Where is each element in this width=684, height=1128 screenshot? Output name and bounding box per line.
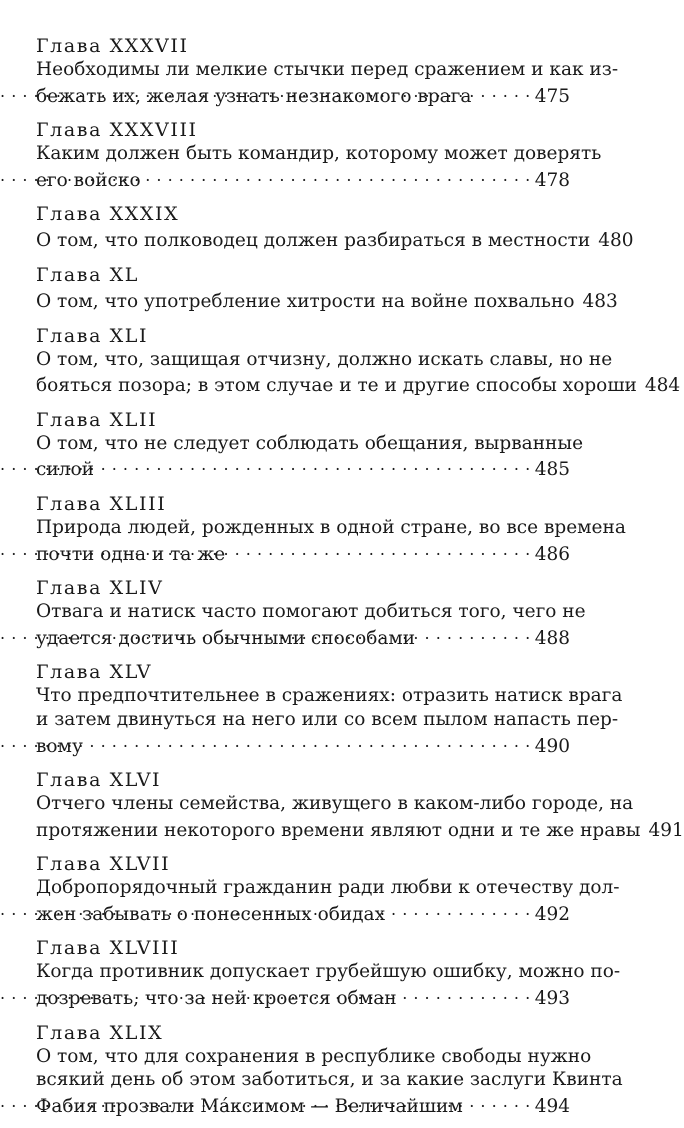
toc-entry — [36, 768, 684, 842]
toc-entry — [36, 936, 621, 1010]
leader-dots — [389, 900, 531, 920]
chapter-title — [36, 142, 602, 192]
toc-entry — [36, 202, 634, 253]
chapter-title-text: бежать их, желая узнать незнакомого врага — [36, 85, 472, 107]
leader-dots — [467, 1092, 531, 1112]
toc-entry — [36, 852, 620, 926]
chapter-title — [36, 792, 684, 842]
chapter-title-last-line — [36, 371, 681, 398]
chapter-title — [36, 600, 586, 650]
chapter-heading: Глава XLVIII — [36, 937, 180, 960]
toc-entry — [36, 118, 602, 192]
chapter-title-line: О том, что, защищая отчизну, должно искать славы, но не — [36, 348, 613, 370]
page-number: 475 — [534, 85, 570, 107]
leader-dots — [475, 82, 530, 102]
chapter-title-last-line — [36, 816, 684, 843]
chapter-title-text: Фабия прозвали Мáксимом — Величайшим — [36, 1095, 463, 1117]
chapter-heading: Глава XXXVII — [36, 35, 189, 57]
chapter-title-line: Отчего члены семейства, живущего в каком-либо городе, на — [36, 793, 634, 815]
chapter-title-last-line — [36, 540, 570, 567]
leader-dots — [229, 540, 530, 560]
page-number: 483 — [582, 290, 618, 312]
page-number: 492 — [534, 903, 570, 925]
page-number: 491 — [648, 819, 684, 841]
toc-entry — [36, 660, 623, 758]
page-number: 485 — [534, 459, 570, 481]
toc-entry — [36, 576, 586, 650]
chapter-title-line: О том, что не следует соблюдать обещания, вырванные — [36, 432, 584, 454]
chapter-title-last-line — [36, 1092, 570, 1119]
leader-dots — [87, 732, 531, 752]
toc-entry — [36, 324, 681, 398]
leader-dots — [145, 166, 531, 186]
page-number: 484 — [644, 375, 681, 397]
chapter-title — [36, 516, 626, 566]
chapter-title — [36, 876, 620, 926]
chapter-heading: Глава XLI — [36, 324, 149, 347]
chapter-heading: Глава XXXVIII — [36, 119, 198, 142]
chapter-title-line: Природа людей, рожденных в одной стране, во все времена — [36, 516, 626, 538]
chapter-title-last-line — [36, 287, 618, 314]
chapter-title-line: Необходимы ли мелкие стычки перед сражением и как из- — [36, 59, 619, 80]
chapter-title-last-line — [36, 166, 570, 193]
chapter-title — [36, 684, 623, 758]
chapter-title — [36, 226, 634, 253]
page-number: 486 — [534, 543, 570, 565]
chapter-title-line: Каким должен быть командир, которому может доверять — [36, 143, 602, 165]
chapter-title — [36, 960, 621, 1010]
chapter-title — [36, 287, 618, 314]
chapter-title-last-line — [36, 984, 570, 1011]
chapter-heading: Глава XLV — [36, 661, 153, 684]
chapter-heading: Глава XLIX — [36, 1021, 164, 1044]
chapter-heading: Глава XXXIX — [36, 203, 180, 226]
chapter-title-last-line — [36, 455, 570, 482]
leader-dots — [419, 624, 531, 644]
chapter-title-text: его войско — [36, 169, 141, 191]
leader-dots — [98, 455, 531, 475]
chapter-title-last-line — [36, 732, 570, 759]
chapter-title-text: почти одна и та же — [36, 543, 226, 565]
chapter-title-text: О том, что полководец должен разбираться в местности — [36, 230, 591, 252]
page-number: 493 — [534, 988, 570, 1010]
chapter-title-text: бояться позора; в этом случае и те и другие способы хороши — [36, 375, 637, 397]
chapter-title — [36, 348, 681, 398]
chapter-heading: Глава XLII — [36, 408, 158, 431]
chapter-title-last-line — [36, 226, 634, 253]
toc-entry — [36, 408, 584, 482]
chapter-title — [36, 58, 619, 108]
page-number: 488 — [534, 627, 570, 649]
chapter-heading: Глава XLIV — [36, 577, 164, 600]
chapter-title-line: Отвага и натиск часто помогают добиться того, чего не — [36, 601, 586, 623]
chapter-title-text: протяжении некоторого времени являют одни и те же нравы — [36, 819, 641, 841]
table-of-contents — [36, 34, 684, 1128]
leader-dots — [401, 984, 531, 1004]
page-number: 494 — [534, 1095, 570, 1117]
chapter-title-text: жен забывать о понесенных обидах — [36, 903, 386, 925]
toc-entry — [36, 1021, 623, 1119]
chapter-title-line: всякий день об этом заботиться, и за какие заслуги Квинта — [36, 1069, 623, 1091]
toc-entry — [36, 263, 618, 314]
chapter-title-line: О том, что для сохранения в республике свободы нужно — [36, 1045, 592, 1067]
page-number: 480 — [598, 230, 634, 252]
page-number: 478 — [534, 169, 570, 191]
chapter-heading: Глава XLVI — [36, 769, 162, 792]
chapter-heading: Глава XL — [36, 263, 139, 286]
chapter-title — [36, 432, 584, 482]
toc-entry — [36, 492, 626, 566]
chapter-title-text: вому — [36, 735, 83, 757]
chapter-title-text: силой — [36, 459, 94, 481]
chapter-title — [36, 1045, 623, 1119]
chapter-title-line: Когда противник допускает грубейшую ошибку, можно по- — [36, 961, 621, 983]
chapter-title-line: Что предпочтительнее в сражениях: отразить натиск врага — [36, 685, 623, 707]
chapter-title-last-line — [36, 624, 570, 651]
chapter-title-last-line — [36, 82, 570, 109]
chapter-title-text: дозревать, что за ней кроется обман — [36, 988, 397, 1010]
chapter-heading: Глава XLVII — [36, 853, 171, 876]
chapter-heading: Глава XLIII — [36, 492, 167, 515]
toc-entry — [36, 34, 619, 108]
chapter-title-last-line — [36, 900, 570, 927]
page-number: 490 — [534, 735, 570, 757]
chapter-title-line: и затем двинуться на него или со всем пылом напасть пер- — [36, 708, 619, 730]
chapter-title-text: удается достичь обычными способами — [36, 627, 416, 649]
chapter-title-text: О том, что употребление хитрости на войне похвально — [36, 290, 575, 312]
chapter-title-line: Добропорядочный гражданин ради любви к отечеству дол- — [36, 877, 620, 899]
